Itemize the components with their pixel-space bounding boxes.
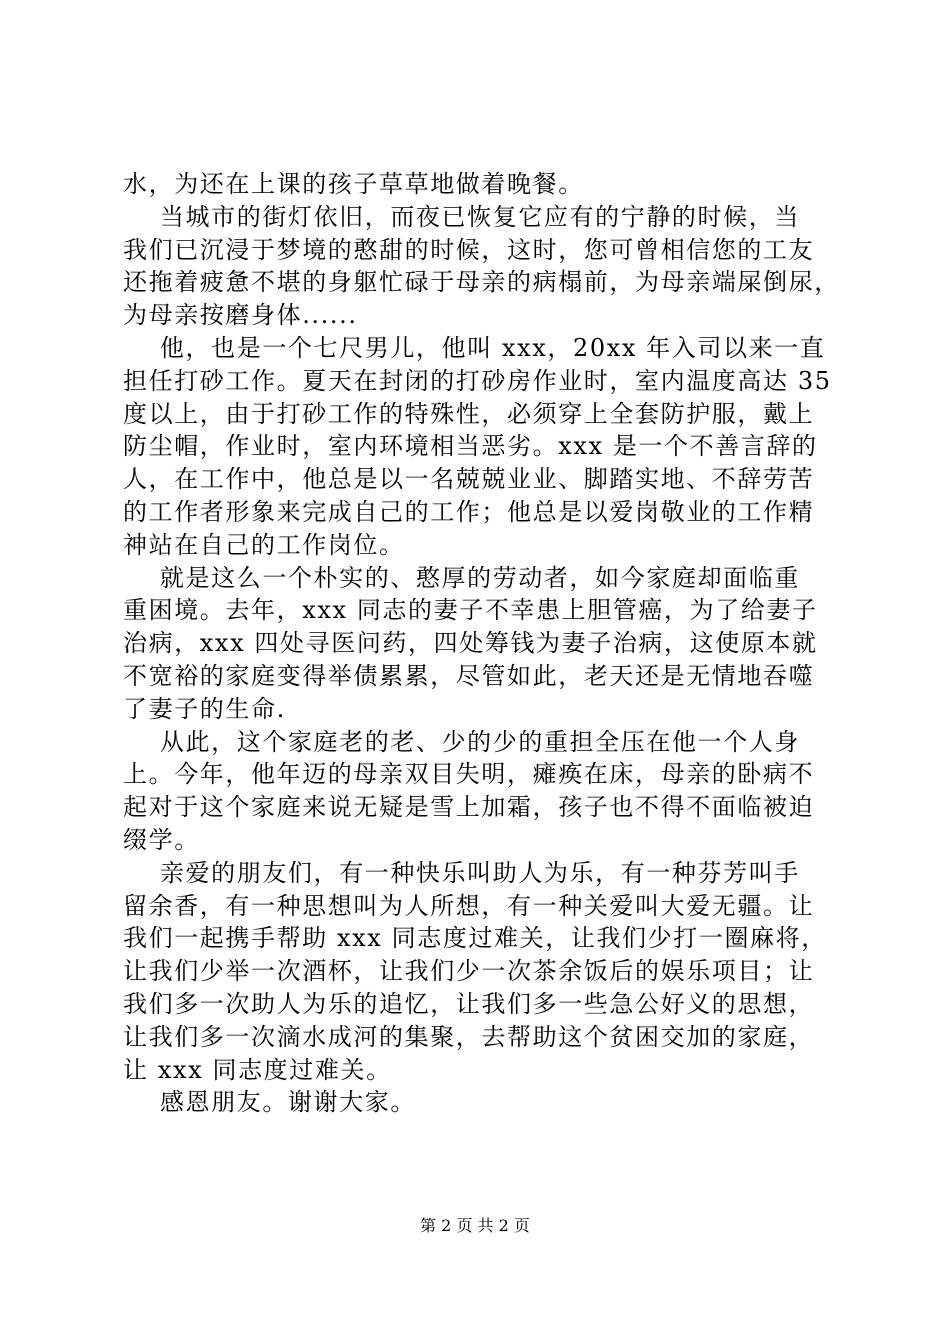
text-line: 防尘帽，作业时，室内环境相当恶劣。xxx 是一个不善言辞的 [123,432,818,461]
text-line: 的工作者形象来完成自己的工作；他总是以爱岗敬业的工作精 [123,497,815,526]
text-line: 就是这么一个朴实的、憨厚的劳动者，如今家庭却面临重 [123,563,800,592]
text-line: 亲爱的朋友们，有一种快乐叫助人为乐，有一种芬芳叫手 [123,858,800,887]
text-line: 当城市的街灯依旧，而夜已恢复它应有的宁静的时候，当 [123,202,800,231]
text-line: 上。今年，他年迈的母亲双目失明，瘫痪在床，母亲的卧病不 [123,760,815,789]
page-footer: 第 2 页 共 2 页 [420,1216,530,1235]
text-line: 感恩朋友。谢谢大家。 [123,1088,416,1117]
text-line: 不宽裕的家庭变得举债累累，尽管如此，老天还是无情地吞噬 [123,661,815,690]
text-line: 缀学。 [123,825,200,854]
text-line: 治病，xxx 四处寻医问药，四处筹钱为妻子治病，这使原本就 [123,629,818,658]
text-line: 让我们多一次滴水成河的集聚，去帮助这个贫困交加的家庭， [123,1022,815,1051]
text-line: 我们多一次助人为乐的追忆，让我们多一些急公好义的思想， [123,989,815,1018]
text-line: 从此，这个家庭老的老、少的少的重担全压在他一个人身 [123,727,800,756]
text-line: 水，为还在上课的孩子草草地做着晚餐。 [123,170,584,198]
text-line: 重困境。去年，xxx 同志的妻子不幸患上胆管癌，为了给妻子 [123,596,818,625]
text-line: 起对于这个家庭来说无疑是雪上加霜，孩子也不得不面临被迫 [123,793,815,822]
text-line: 留余香，有一种思想叫为人所想，有一种关爱叫大爱无疆。让 [123,891,815,920]
text-line: 人，在工作中，他总是以一名兢兢业业、脚踏实地、不辞劳苦 [123,465,815,494]
text-line: 神站在自己的工作岗位。 [123,530,405,559]
text-line: 我们已沉浸于梦境的憨甜的时候，这时，您可曾相信您的工友 [123,235,815,264]
body-text [123,168,838,1119]
text-line: 为母亲按磨身体...... [123,301,358,330]
text-line: 我们一起携手帮助 xxx 同志度过难关，让我们少打一圈麻将， [123,924,827,953]
text-line: 让我们少举一次酒杯，让我们少一次茶余饭后的娱乐项目；让 [123,957,815,986]
text-line: 他，也是一个七尺男儿，他叫 xxx，20xx 年入司以来一直 [123,333,826,362]
text-line: 让 xxx 同志度过难关。 [123,1055,392,1084]
text-line: 担任打砂工作。夏天在封闭的打砂房作业时，室内温度高达 35 [123,366,832,395]
text-line: 还拖着疲惫不堪的身躯忙碌于母亲的病榻前，为母亲端屎倒尿， [123,268,840,297]
text-line: 度以上，由于打砂工作的特殊性，必须穿上全套防护服，戴上 [123,399,815,428]
text-line: 了妻子的生命. [123,694,286,723]
